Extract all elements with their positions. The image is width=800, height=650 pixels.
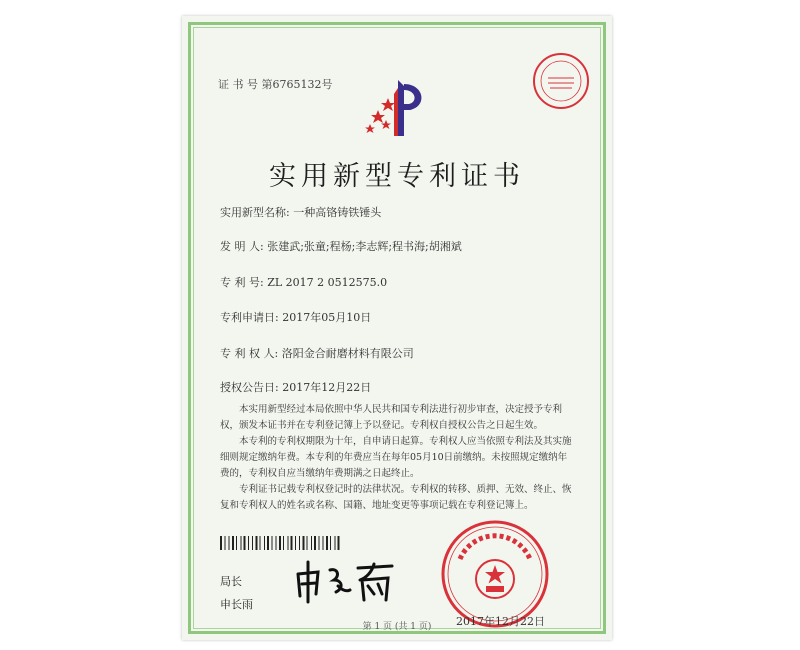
body-paragraph-1: 本实用新型经过本局依照中华人民共和国专利法进行初步审查，决定授予专利权，颁发本证书并在专利登记簿上予以登记。专利权自授权公告之日起生效。	[220, 404, 563, 431]
certificate-number	[218, 76, 333, 92]
field-filing-date	[220, 309, 371, 325]
director-name: 申长雨	[220, 598, 253, 611]
inventor-label: 发 明 人:	[220, 240, 264, 253]
patent-office-logo	[358, 74, 438, 140]
patentee-label: 专 利 权 人:	[220, 347, 279, 360]
field-patent-no	[220, 274, 387, 290]
patentee-value: 洛阳金合耐磨材料有限公司	[281, 347, 414, 360]
certificate-title: 实用新型专利证书	[269, 161, 525, 192]
body-paragraph-2: 本专利的专利权期限为十年，自申请日起算。专利权人应当依照专利法及其实施细则规定缴纳年费。本专利的年费应当在每年05月10日前缴纳。未按照规定缴纳年费的，专利权自应当缴纳年费期满之日起终止。	[220, 436, 572, 479]
field-patentee	[220, 345, 414, 361]
name-label: 实用新型名称:	[220, 206, 290, 219]
field-name	[220, 204, 381, 220]
barcode	[220, 536, 342, 550]
top-seal	[532, 52, 590, 110]
field-grant-date	[220, 379, 371, 395]
patent-no-value: ZL 2017 2 0512575.0	[267, 276, 388, 289]
name-value: 一种高铬铸铁锤头	[293, 206, 382, 219]
grant-date-value: 2017年12月22日	[282, 381, 372, 394]
field-inventor	[220, 238, 462, 254]
certificate-sheet	[182, 16, 612, 640]
patent-no-label: 专 利 号:	[220, 276, 264, 289]
seal-date: 2017年12月22日	[456, 615, 545, 628]
page-number: 第 1 页 (共 1 页)	[362, 622, 432, 632]
filing-date-value: 2017年05月10日	[282, 311, 372, 324]
body-text	[220, 402, 572, 514]
cert-no-label: 证 书 号	[218, 78, 258, 91]
director-signature	[292, 556, 402, 606]
body-paragraph-3: 专利证书记载专利权登记时的法律状况。专利权的转移、质押、无效、终止、恢复和专利权人的姓名或名称、国籍、地址变更等事项记载在专利登记簿上。	[220, 484, 572, 511]
grant-date-label: 授权公告日:	[220, 381, 279, 394]
cert-no-value: 第6765132号	[261, 78, 333, 91]
director-title: 局长	[220, 575, 242, 588]
inventor-value: 张建武;张童;程杨;李志辉;程书海;胡湘斌	[267, 240, 462, 253]
filing-date-label: 专利申请日:	[220, 311, 279, 324]
